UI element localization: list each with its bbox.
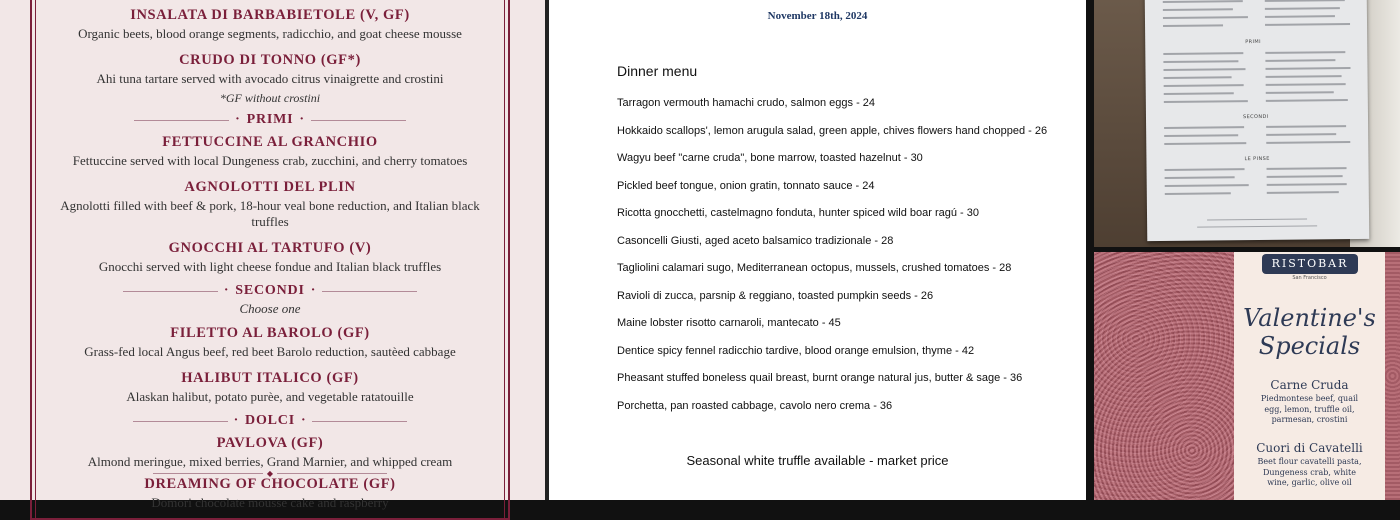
dish-description: Fettuccine served with local Dungeness crab, zucchini, and cherry tomatoes — [72, 153, 468, 168]
list-item: Casoncelli Giusti, aged aceto balsamico tradizionale - 28 — [617, 234, 894, 247]
pasta-photo-edge — [1385, 252, 1400, 500]
text-line — [1164, 92, 1234, 95]
bullet-icon: · — [233, 413, 240, 428]
text-line — [1266, 99, 1348, 102]
pasta-photo-overlay — [1094, 252, 1234, 500]
section-heading-primi — [40, 112, 500, 128]
dish-title: INSALATA DI BARBABIETOLE (V, GF) — [130, 7, 410, 23]
text-line — [1164, 76, 1232, 79]
list-item: Wagyu beef "carne cruda", bone marrow, toasted hazelnut - 30 — [617, 152, 923, 164]
text-line — [1165, 184, 1249, 187]
section-header: PRIMI — [1245, 38, 1262, 46]
text-line — [1265, 51, 1345, 54]
choose-note: Choose one — [239, 301, 301, 316]
section-header: SECONDI — [1242, 113, 1269, 121]
list-item: Maine lobster risotto carnaroli, mantecato - 45 — [617, 317, 841, 329]
document-date: November 18th, 2024 — [767, 10, 868, 22]
bullet-icon: · — [299, 112, 305, 127]
document-footer: Seasonal white truffle available - market price — [686, 453, 949, 468]
menu-sheet-photo — [1145, 0, 1370, 241]
dinner-menu-document — [549, 0, 1086, 500]
section-label: PRIMI — [246, 112, 294, 127]
title-line: Valentine's — [1243, 304, 1376, 332]
bullet-icon: · — [235, 112, 241, 127]
text-line — [1265, 0, 1345, 2]
divider — [277, 473, 387, 474]
text-line — [1163, 60, 1238, 63]
list-item: Tagliolini calamari sugo, Mediterranean octopus, mussels, crushed tomatoes - 28 — [617, 262, 1012, 274]
section-label: SECONDI — [235, 283, 305, 298]
text-line — [1265, 67, 1350, 70]
dish-title: PAVLOVA (GF) — [216, 435, 324, 451]
dish-description: Grass-fed local Angus beef, red beet Barolo reduction, sautèed cabbage — [84, 344, 456, 359]
section-heading-secondi — [40, 283, 500, 299]
text-line — [1266, 91, 1334, 94]
printed-menu-content — [40, 0, 500, 511]
printed-menu-panel — [0, 0, 545, 510]
text-line — [1165, 168, 1245, 171]
dish-title: GNOCCHI AL TARTUFO (V) — [168, 240, 372, 256]
text-line — [1163, 52, 1243, 55]
bullet-icon: · — [310, 283, 317, 298]
dish-title: DREAMING OF CHOCOLATE (GF) — [144, 476, 396, 492]
text-line — [1267, 191, 1339, 194]
bullet-icon: · — [300, 413, 307, 428]
dish-note: *GF without crostini — [219, 91, 321, 105]
list-item: Pickled beef tongue, onion gratin, tonnato sauce - 24 — [617, 179, 875, 192]
dish-description: Organic beets, blood orange segments, radicchio, and goat cheese mousse — [78, 26, 462, 41]
list-item: Hokkaido scallops', lemon arugula salad, green apple, chives flowers hand chopped - 26 — [617, 124, 1048, 137]
specials-card — [1234, 252, 1385, 500]
special-item — [1234, 378, 1385, 426]
text-line — [1265, 15, 1335, 18]
text-line — [1266, 83, 1346, 86]
text-line — [1165, 192, 1231, 195]
dish-description: Ahi tuna tartare served with avocado citrus vinaigrette and crostini — [96, 71, 444, 86]
text-line — [1267, 167, 1347, 170]
bullet-icon: · — [223, 283, 230, 298]
section-label: DOLCI — [245, 413, 295, 428]
special-name: Carne Cruda — [1270, 378, 1349, 392]
text-line — [1164, 84, 1244, 87]
text-line — [1163, 24, 1223, 27]
special-description: Beet flour cavatelli pasta, Dungeness crab, white wine, garlic, olive oil — [1257, 457, 1362, 487]
list-item: Tarragon vermouth hamachi crudo, salmon eggs - 24 — [617, 97, 876, 109]
list-item: Dentice spicy fennel radicchio tardive, blood orange emulsion, thyme - 42 — [617, 344, 975, 357]
dish-title: HALIBUT ITALICO (GF) — [181, 370, 359, 386]
special-name: Cuori di Cavatelli — [1256, 441, 1363, 455]
text-line — [1197, 225, 1317, 227]
text-line — [1165, 176, 1235, 179]
text-line — [1163, 16, 1248, 19]
document-heading: Dinner menu — [617, 63, 698, 79]
text-line — [1164, 134, 1238, 137]
dish-description: Domori chocolate mousse cake and raspberry — [151, 495, 389, 510]
text-line — [1164, 142, 1246, 145]
divider — [134, 120, 229, 121]
dish-title: FETTUCCINE AL GRANCHIO — [162, 134, 378, 150]
list-item: Porchetta, pan roasted cabbage, cavolo nero crema - 36 — [617, 399, 893, 412]
section-heading-dolci — [40, 413, 500, 429]
dish-title: AGNOLOTTI DEL PLIN — [184, 179, 356, 195]
text-line — [1266, 125, 1346, 128]
text-line — [1266, 75, 1342, 78]
brand-logo: RISTOBAR — [1262, 254, 1358, 274]
divider — [311, 120, 406, 121]
dinner-item-list — [617, 96, 1067, 426]
text-line — [1267, 175, 1343, 178]
dish-title: CRUDO DI TONNO (GF*) — [179, 52, 361, 68]
document-edge — [545, 0, 549, 500]
text-line — [1164, 100, 1248, 103]
list-item: Ricotta gnocchetti, castelmagno fonduta, hunter spiced wild boar ragú - 30 — [617, 207, 979, 219]
divider — [312, 421, 407, 422]
divider — [153, 473, 263, 474]
diamond-icon: ◆ — [266, 468, 274, 478]
text-line — [1267, 183, 1347, 186]
specials-title — [1234, 304, 1385, 360]
text-line — [1265, 59, 1335, 62]
special-description: Piedmontese beef, quail egg, lemon, truffle oil, parmesan, crostini — [1260, 394, 1359, 424]
section-header: LE PINSE — [1244, 155, 1270, 163]
list-item: Ravioli di zucca, parsnip & reggiano, toasted pumpkin seeds - 26 — [617, 289, 934, 302]
divider — [322, 291, 417, 292]
dish-description: Agnolotti filled with beef & pork, 18-hour veal bone reduction, and Italian black truffles — [60, 198, 480, 229]
text-line — [1266, 133, 1336, 136]
title-line: Specials — [1258, 332, 1361, 360]
text-line — [1265, 23, 1350, 26]
text-line — [1163, 8, 1233, 11]
text-line — [1163, 68, 1245, 71]
special-item — [1234, 441, 1385, 489]
text-line — [1164, 126, 1244, 129]
text-line — [1207, 218, 1307, 220]
dish-description: Alaskan halibut, potato purèe, and vegetable ratatouille — [126, 389, 414, 404]
text-line — [1163, 0, 1243, 3]
dish-description: Gnocchi served with light cheese fondue and Italian black truffles — [98, 259, 442, 274]
divider — [123, 291, 218, 292]
text-line — [1266, 141, 1350, 144]
valentines-specials-panel — [1094, 252, 1400, 500]
divider — [133, 421, 228, 422]
brand-subtitle: San Francisco — [1292, 275, 1327, 281]
dish-title: FILETTO AL BAROLO (GF) — [170, 325, 370, 341]
menu-photo-panel — [1094, 0, 1400, 247]
list-item: Pheasant stuffed boneless quail breast, burnt orange natural jus, butter & sage - 36 — [617, 372, 1023, 384]
dish-description: Almond meringue, mixed berries, Grand Marnier, and whipped cream — [87, 454, 453, 469]
text-line — [1265, 7, 1340, 10]
